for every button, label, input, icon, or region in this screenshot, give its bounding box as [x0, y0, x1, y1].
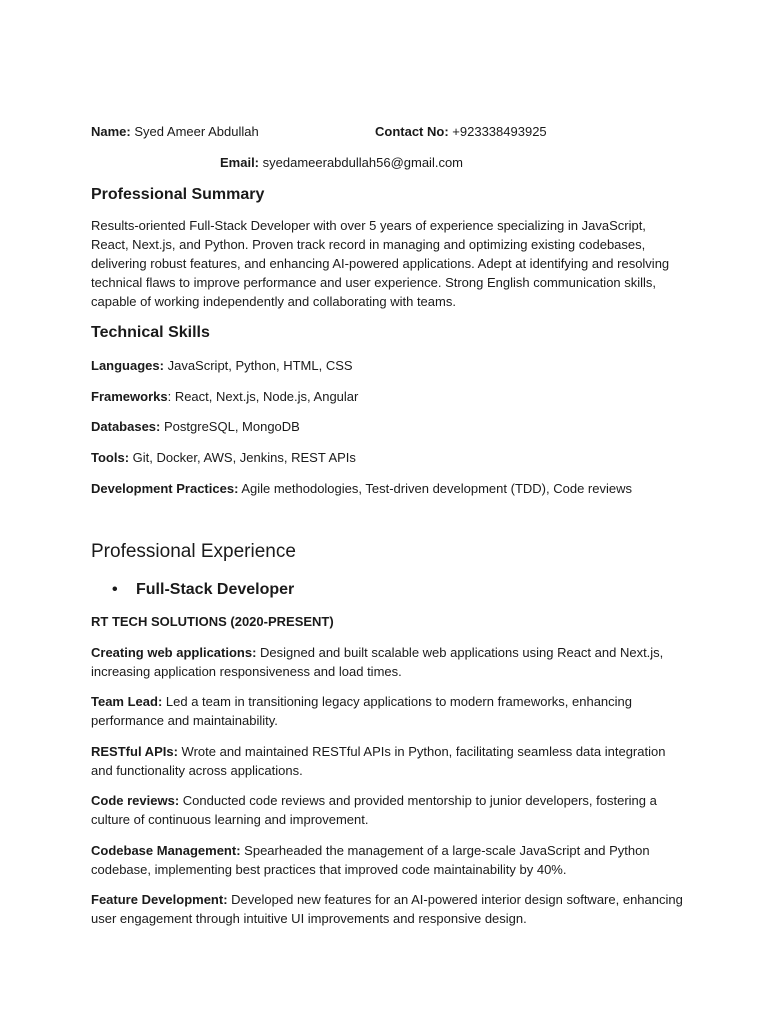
experience-item-label: Team Lead: — [91, 694, 163, 709]
role-item — [112, 579, 294, 601]
experience-item-label: Codebase Management: — [91, 843, 241, 858]
experience-item — [91, 890, 683, 928]
summary-text: Results-oriented Full-Stack Developer with over 5 years of experience specializing in JavaScript, React, Next.js, and Python. Proven track record in managing and optimizing existing codebases, delivering robust features, and enhancing AI-powered applications. Adept at identifying and resolving technical flaws to improve performance and user experience. Strong English communication skills, capable of working independently and collaborating with teams. — [91, 218, 670, 309]
experience-item — [91, 643, 683, 681]
contact-line — [375, 122, 547, 141]
skill-languages — [91, 356, 353, 375]
skill-value: : React, Next.js, Node.js, Angular — [167, 389, 359, 404]
skill-tools — [91, 448, 356, 467]
skill-label: Tools: — [91, 450, 130, 465]
experience-item-text: Led a team in transitioning legacy applications to modern frameworks, enhancing performance and maintainability. — [91, 694, 633, 728]
experience-item — [91, 791, 683, 829]
experience-item-label: Creating web applications: — [91, 645, 257, 660]
experience-item-text: Spearheaded the management of a large-scale JavaScript and Python codebase, implementing best practices that improved code maintainability by 40%. — [91, 843, 650, 877]
skill-practices — [91, 479, 632, 498]
experience-item-label: Feature Development: — [91, 892, 228, 907]
name-value: Syed Ameer Abdullah — [134, 124, 259, 139]
experience-item-text: Wrote and maintained RESTful APIs in Python, facilitating seamless data integration and functionality across applications. — [91, 744, 666, 778]
contact-label: Contact No: — [375, 124, 449, 139]
skill-value: PostgreSQL, MongoDB — [164, 419, 300, 434]
skill-label: Languages: — [91, 358, 164, 373]
experience-item-text: Conducted code reviews and provided mentorship to junior developers, fostering a culture of continuous learning and improvement. — [91, 793, 657, 827]
skill-frameworks — [91, 387, 358, 406]
summary-heading: Professional Summary — [91, 186, 265, 203]
skill-value: Agile methodologies, Test-driven development (TDD), Code reviews — [241, 481, 632, 496]
skill-label: Development Practices: — [91, 481, 239, 496]
contact-value: +923338493925 — [452, 124, 547, 139]
email-value: syedameerabdullah56@gmail.com — [262, 155, 463, 170]
name-line — [91, 122, 259, 141]
experience-item — [91, 692, 683, 730]
name-label: Name: — [91, 124, 131, 139]
experience-item-label: RESTful APIs: — [91, 744, 178, 759]
email-label: Email: — [220, 155, 260, 170]
skills-heading: Technical Skills — [91, 324, 210, 341]
role-title: Full-Stack Developer — [136, 581, 295, 598]
email-line — [220, 153, 463, 172]
experience-item — [91, 742, 683, 780]
experience-item — [91, 841, 683, 879]
bullet-icon: • — [112, 581, 118, 598]
skill-value: Git, Docker, AWS, Jenkins, REST APIs — [132, 450, 356, 465]
experience-item-label: Code reviews: — [91, 793, 180, 808]
experience-heading: Professional Experience — [91, 541, 296, 562]
experience-item-text: Designed and built scalable web applications using React and Next.js, increasing application responsiveness and load times. — [91, 645, 664, 679]
experience-item-text: Developed new features for an AI-powered interior design software, enhancing user engagement through intuitive UI improvements and responsive design. — [91, 892, 683, 926]
skill-label: Databases: — [91, 419, 161, 434]
skill-databases — [91, 417, 300, 436]
skill-value: JavaScript, Python, HTML, CSS — [167, 358, 353, 373]
company-line: RT TECH SOLUTIONS (2020-PRESENT) — [91, 614, 334, 629]
skill-label: Frameworks — [91, 389, 168, 404]
